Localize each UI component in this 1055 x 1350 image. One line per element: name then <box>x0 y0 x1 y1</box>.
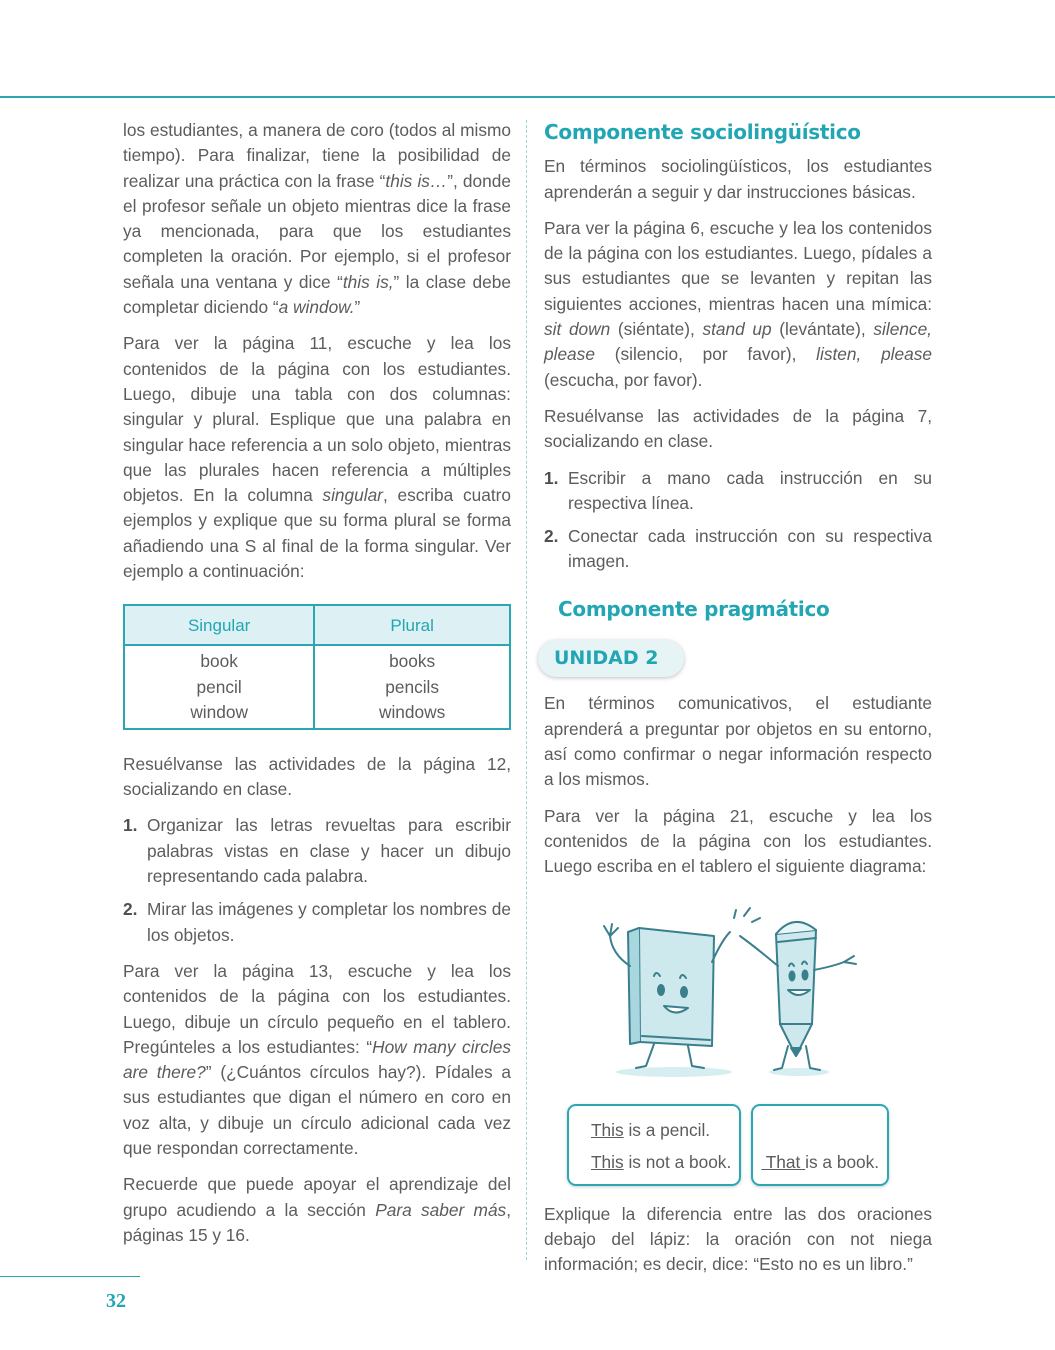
left-paragraph-2: Para ver la página 11, escuche y lea los contenidos de la página con los estudiantes. Luego, dibuje una tabla con dos columnas: singular y plural. Esplique que una palabra en singular hace referencia a un solo objeto, mientras que las plurales hacen referencia a múltiples objetos. En la columna singular, escriba cuatro ejemplos y explique que su forma plural se forma añadiendo una S al final de la forma singular. Ver ejemplo a continuación: <box>123 333 511 582</box>
table-cell: pencil <box>196 676 242 697</box>
right-paragraph-5: Para ver la página 21, escuche y lea los contenidos de la página con los estudiantes. Luego escriba en el tablero el siguiente diagrama: <box>544 805 932 877</box>
page-number: 32 <box>106 1290 126 1312</box>
table-cell: book <box>200 651 238 672</box>
right-paragraph-4: En términos comunicativos, el estudiante aprenderá a preguntar por objetos en su entorno, así como confirmar o negar información respecto a los mismos. <box>544 693 932 790</box>
bottom-rule <box>0 1276 140 1277</box>
left-paragraph-5: Recuerde que puede apoyar el aprendizaje del grupo acudiendo a la sección Para saber más, páginas 15 y 16. <box>123 1174 512 1245</box>
pencil-sentence-box <box>567 1104 741 1186</box>
left-paragraph-4: Para ver la página 13, escuche y lea los contenidos de la página con los estudiantes. Luego, dibuje un círculo pequeño en el tablero. Pregúnteles a los estudiantes: “How many circles are there?” (¿Cuántos círculos hay?). Pídales a sus estudiantes que digan el número en coro en voz alta, y dibuje un círculo adicional cada vez que respondan correctamente. <box>123 960 512 1158</box>
singular-plural-table <box>123 604 511 730</box>
right-paragraph-2: Para ver la página 6, escuche y lea los contenidos de la página con los estudiantes. Luego, pídales a sus estudiantes que se levanten y repitan las siguientes acciones, mientras hacen una mímica: sit down (siéntate), stand up (levántate), silence, please (silencio, por favor), listen, please (escucha, por favor). <box>544 217 932 390</box>
plural-cell <box>314 645 510 729</box>
right-column <box>544 118 932 1289</box>
list-item: 2. Conectar cada instrucción con su respectiva imagen. <box>544 526 932 572</box>
right-paragraph-6: Explique la diferencia entre las dos oraciones debajo del lápiz: la oración con not niega información; es decir, dice: “Esto no es un libro.” <box>544 1203 932 1275</box>
left-paragraph-1: los estudiantes, a manera de coro (todos al mismo tiempo). Para finalizar, tiene la posibilidad de realizar una práctica con la frase “this is…”, donde el profesor señale un objeto mientras dice la frase ya mencionada, para que los estudiantes completen la oración. Por ejemplo, si el profesor señala una ventana y dice “this is,” la clase debe completar diciendo “a window.” <box>123 120 511 318</box>
table-cell: books <box>389 651 436 672</box>
right-paragraph-3: Resuélvanse las actividades de la página 7, socializando en clase. <box>544 405 932 452</box>
list-item: 2. Mirar las imágenes y completar los nombres de los objetos. <box>123 899 511 945</box>
top-rule <box>0 96 1055 98</box>
right-paragraph-1: En términos sociolingüísticos, los estudiantes aprenderán a seguir y dar instrucciones básicas. <box>544 156 932 202</box>
list-item: 1. Organizar las letras revueltas para escribir palabras vistas en clase y hacer un dibujo representando cada palabra. <box>123 815 511 887</box>
list-item: 1. Escribir a mano cada instrucción en su respectiva línea. <box>544 467 932 513</box>
sentence-that-is-book: That is a book. <box>761 1151 880 1172</box>
table-cell: pencils <box>385 676 440 697</box>
left-column <box>123 118 511 1259</box>
table-cell: window <box>190 702 248 723</box>
singular-cell <box>124 645 314 729</box>
table-header-plural: Plural <box>314 605 510 645</box>
sentence-this-is-not-book: This is not a book. <box>591 1151 732 1172</box>
example-sentence-boxes <box>567 1104 932 1186</box>
table-cell: windows <box>378 702 446 723</box>
left-paragraph-3: Resuélvanse las actividades de la página 12, socializando en clase. <box>123 753 511 800</box>
unit-badge: UNIDAD 2 <box>538 640 684 677</box>
book-sentence-box <box>751 1104 889 1186</box>
left-activity-list <box>123 813 511 947</box>
heading-sociolinguistic: Componente sociolingüístico <box>544 120 861 144</box>
column-divider <box>526 120 527 1260</box>
table-header-singular: Singular <box>124 605 314 645</box>
right-activity-list <box>544 466 932 575</box>
heading-pragmatic: Componente pragmático <box>558 596 830 621</box>
sentence-this-is-pencil: This is a pencil. <box>591 1119 711 1140</box>
book-and-pencil-illustration <box>544 906 932 1086</box>
